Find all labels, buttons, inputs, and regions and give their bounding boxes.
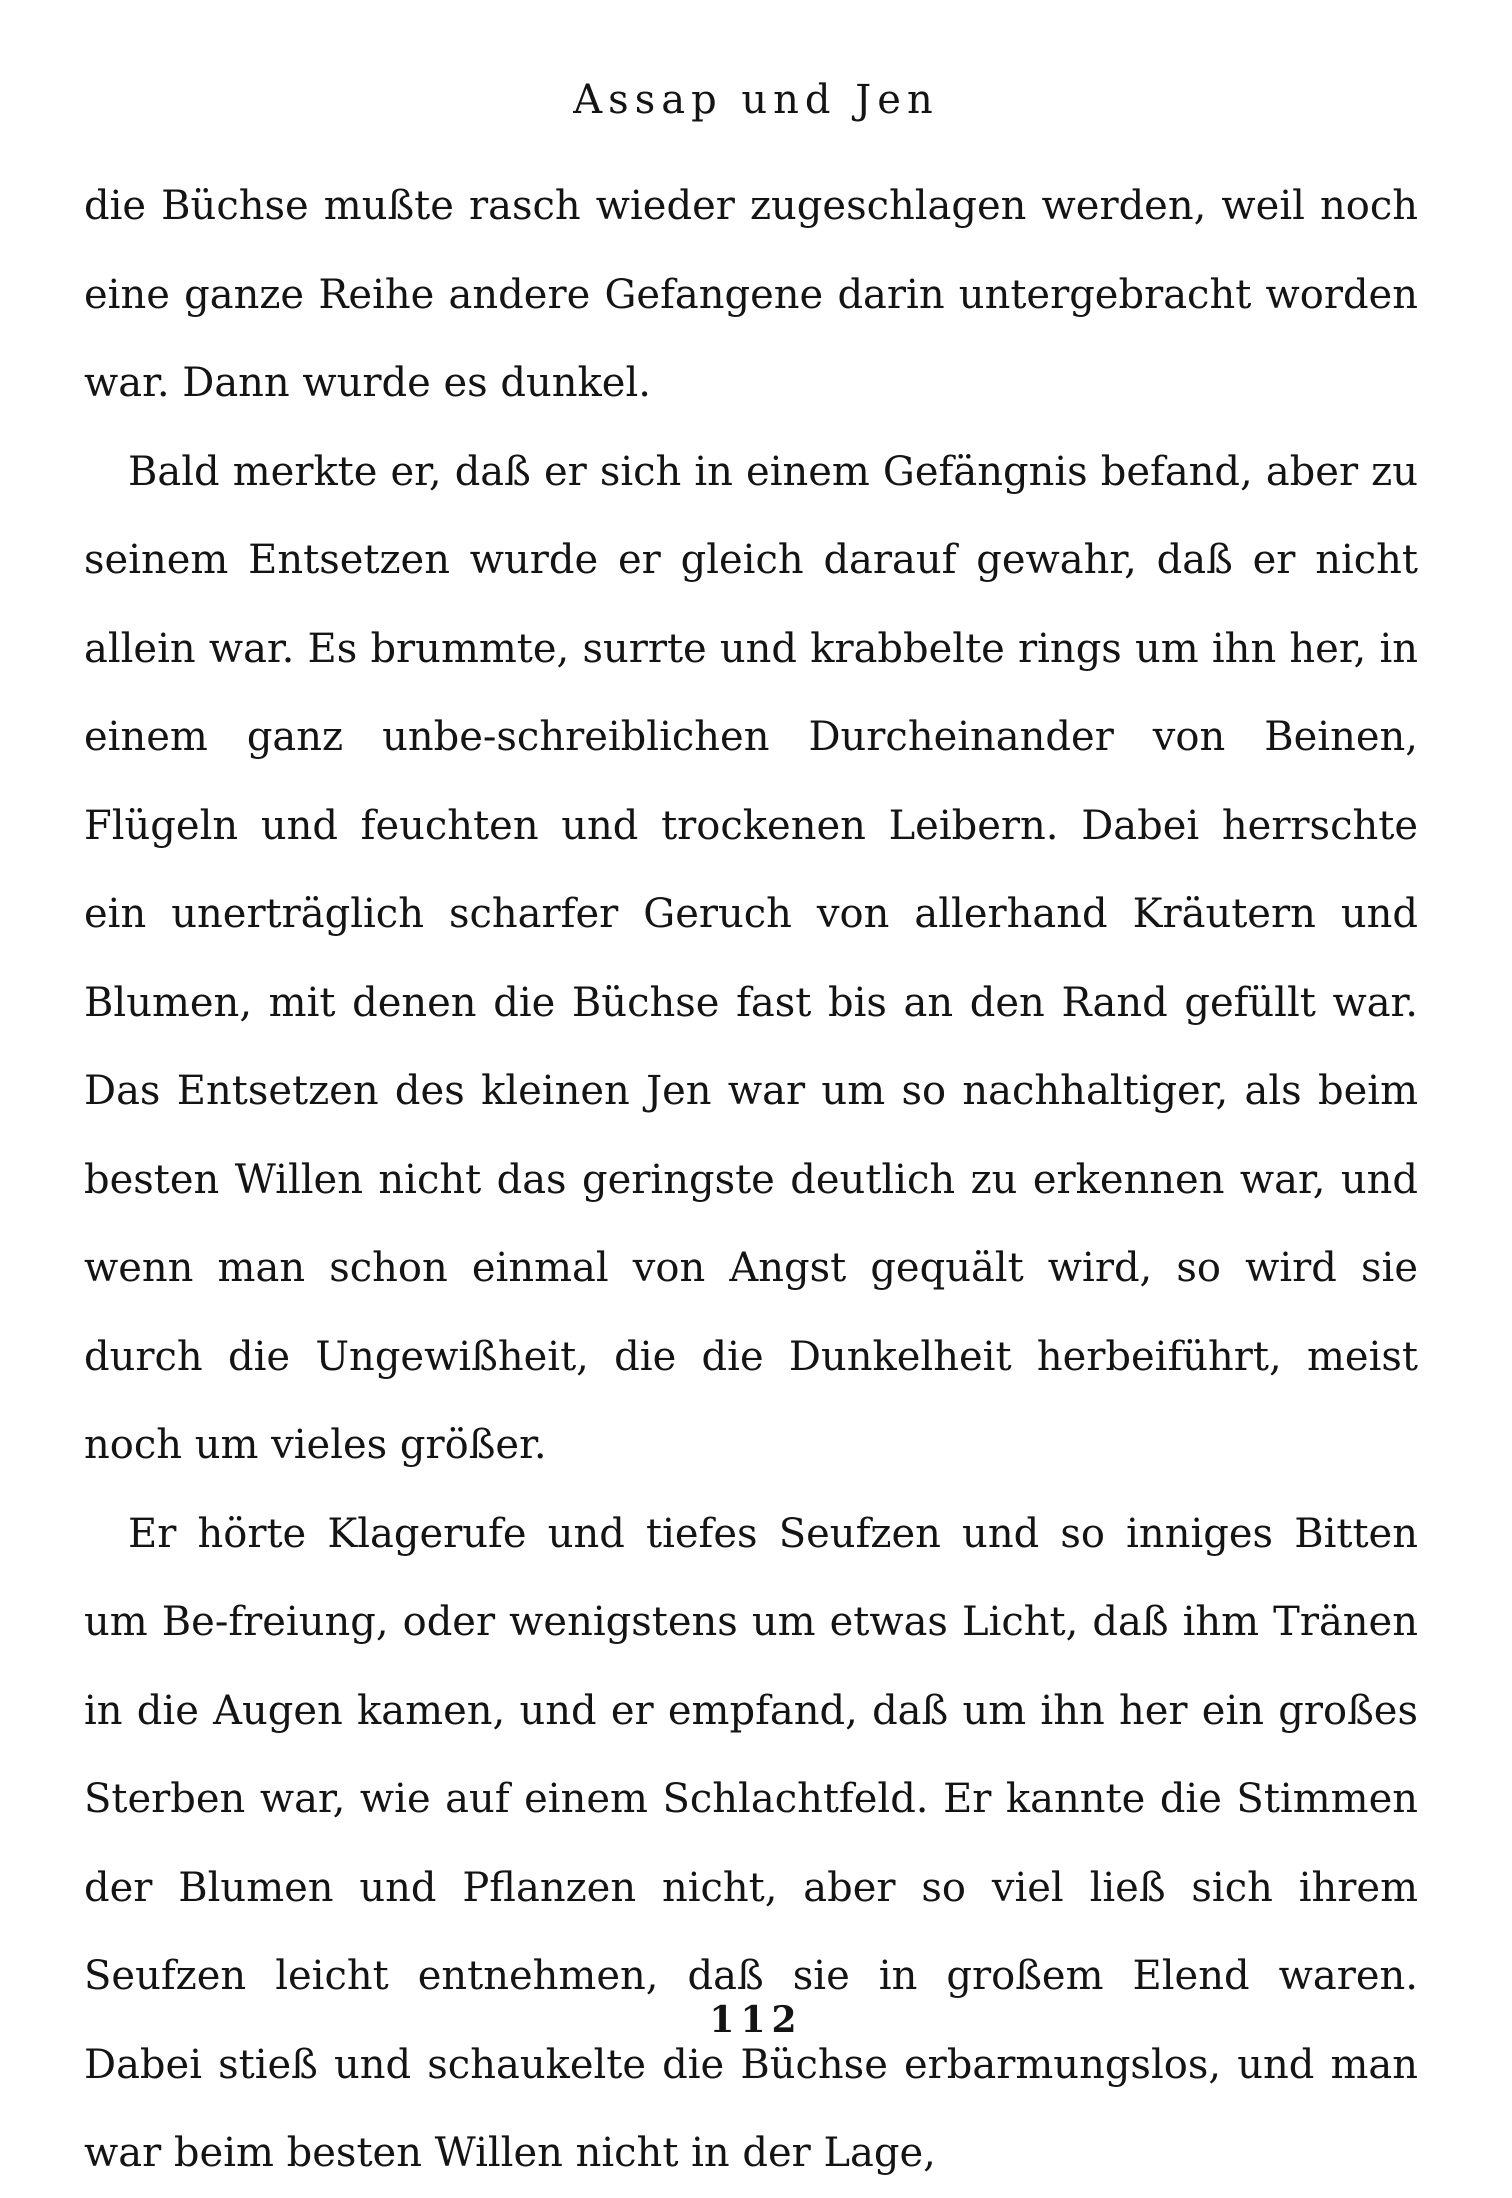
- body-text: [84, 162, 1418, 2198]
- paragraph-3: Er hörte Klagerufe und tiefes Seufzen und so inniges Bitten um Be-freiung, oder wenigstens um etwas Licht, daß ihm Tränen in die Augen kamen, und er empfand, daß um ihn her ein großes Sterben war, wie auf einem Schlachtfeld. Er kannte die Stimmen der Blumen und Pflanzen nicht, aber so viel ließ sich ihrem Seufzen leicht entnehmen, daß sie in großem Elend waren. Dabei stieß und schaukelte die Büchse erbarmungslos, und man war beim besten Willen nicht in der Lage,: [84, 1510, 1418, 2176]
- page-number: 112: [709, 1999, 803, 2041]
- paragraph-2: Bald merkte er, daß er sich in einem Gefängnis befand, aber zu seinem Entsetzen wurde er gleich darauf gewahr, daß er nicht allein war. Es brummte, surrte und krabbelte rings um ihn her, in einem ganz unbe-schreiblichen Durcheinander von Beinen, Flügeln und feuchten und trockenen Leibern. Dabei herrschte ein unerträglich scharfer Geruch von allerhand Kräutern und Blumen, mit denen die Büchse fast bis an den Rand gefüllt war. Das Entsetzen des kleinen Jen war um so nachhaltiger, als beim besten Willen nicht das geringste deutlich zu erkennen war, und wenn man schon einmal von Angst gequält wird, so wird sie durch die Ungewißheit, die die Dunkelheit herbeiführt, meist noch um vieles größer.: [84, 448, 1418, 1468]
- running-head: Assap und Jen: [573, 77, 939, 123]
- paragraph-1: die Büchse mußte rasch wieder zugeschlagen werden, weil noch eine ganze Reihe andere Gefangene darin untergebracht worden war. Dann wurde es dunkel.: [84, 183, 1418, 406]
